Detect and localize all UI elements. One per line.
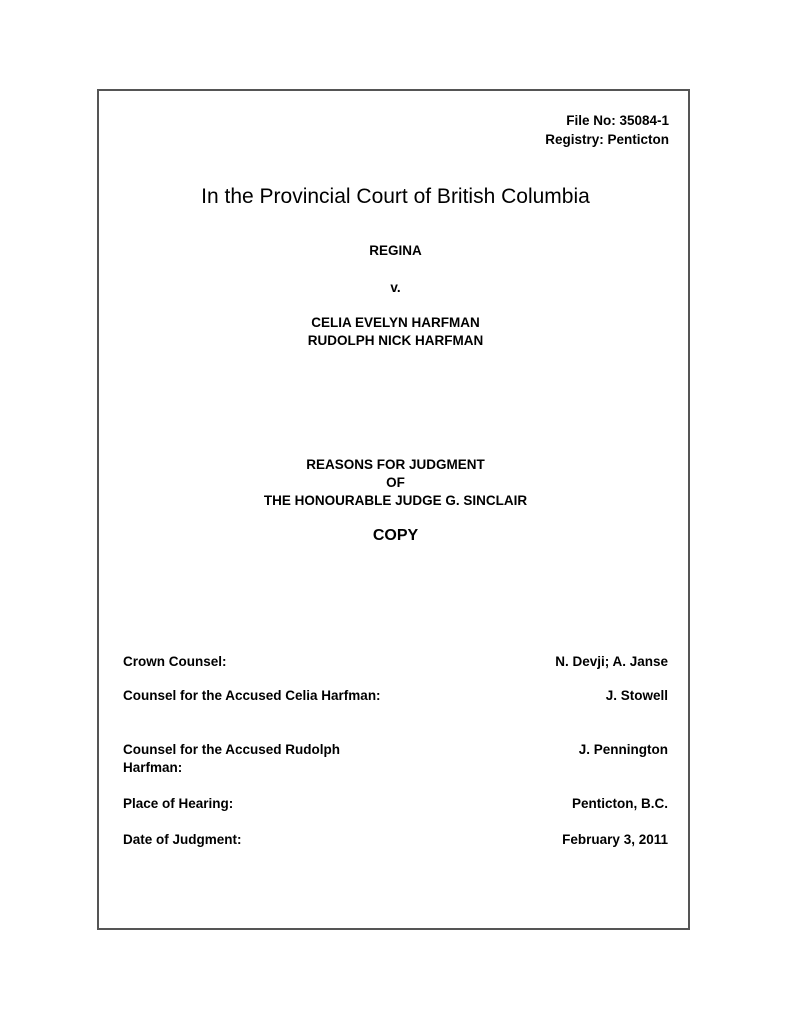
- judgment-of: OF: [386, 475, 405, 490]
- court-title: In the Provincial Court of British Columbia: [201, 185, 590, 208]
- detail-label: Counsel for the Accused Celia Harfman:: [123, 688, 381, 703]
- copy-stamp: COPY: [372, 527, 419, 544]
- plaintiff: REGINA: [369, 243, 422, 258]
- file-info: [545, 111, 669, 149]
- detail-value: February 3, 2011: [562, 832, 668, 847]
- detail-value: J. Stowell: [605, 688, 668, 703]
- detail-value: J. Pennington: [578, 742, 668, 757]
- detail-label: Crown Counsel:: [123, 654, 227, 669]
- detail-value: Penticton, B.C.: [571, 796, 668, 811]
- accused-1: CELIA EVELYN HARFMAN: [311, 315, 480, 330]
- detail-label: Date of Judgment:: [123, 832, 242, 847]
- judge-name: THE HONOURABLE JUDGE G. SINCLAIR: [263, 493, 528, 508]
- registry: Registry: Penticton: [545, 132, 669, 147]
- judgment-heading: REASONS FOR JUDGMENT: [306, 457, 485, 472]
- detail-label: Place of Hearing:: [123, 796, 234, 811]
- accused-2: RUDOLPH NICK HARFMAN: [307, 333, 484, 348]
- detail-value: N. Devji; A. Janse: [555, 654, 668, 669]
- file-number: File No: 35084-1: [566, 113, 669, 128]
- detail-label: Counsel for the Accused Rudolph Harfman:: [123, 742, 341, 775]
- versus: v.: [390, 280, 401, 295]
